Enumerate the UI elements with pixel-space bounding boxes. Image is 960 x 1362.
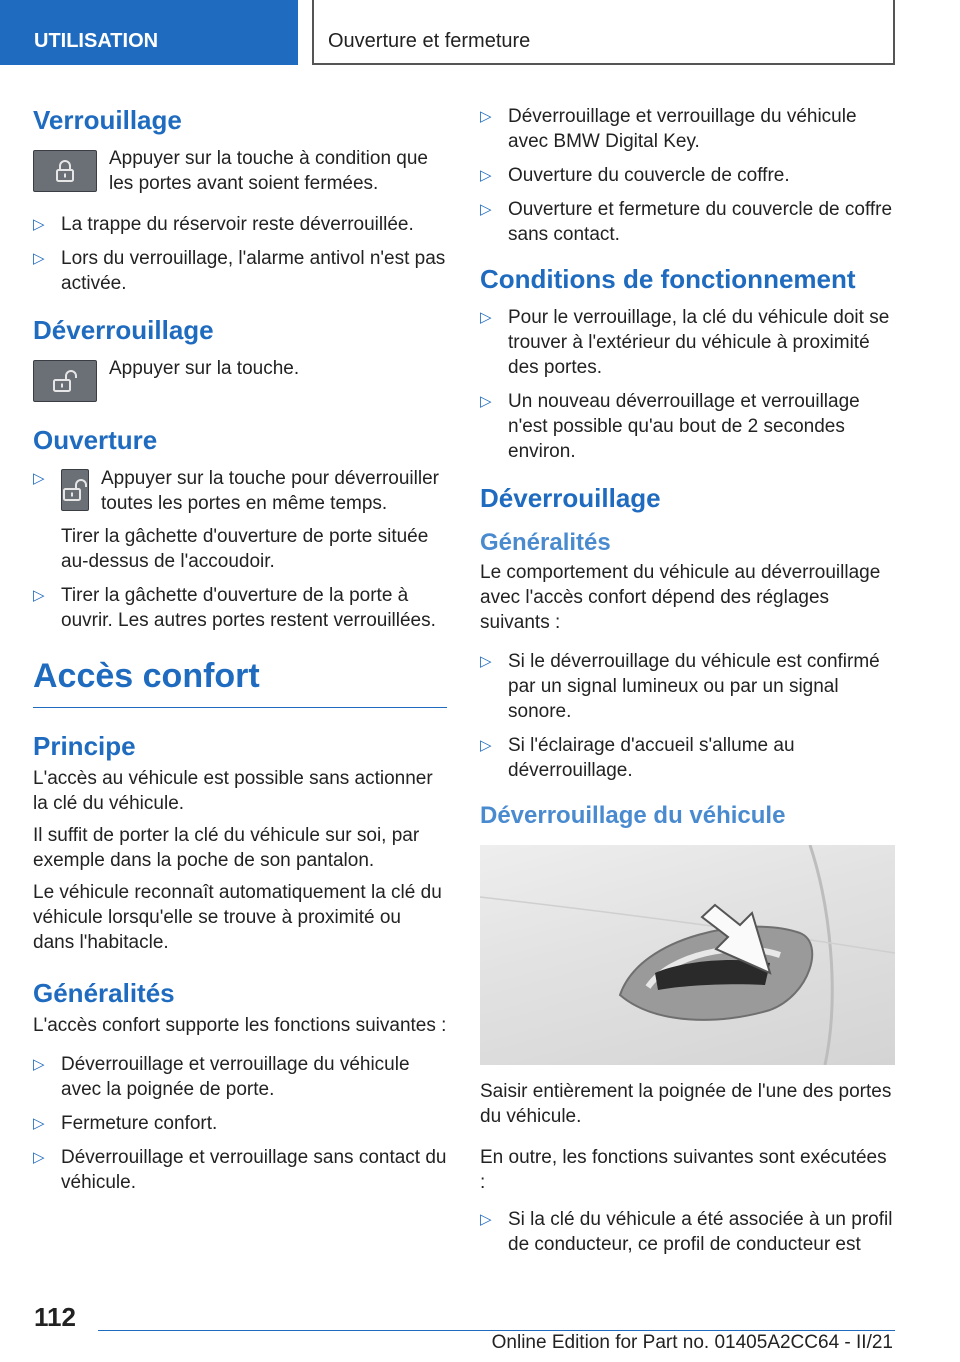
list-item: ▷ Déverrouillage et verrouillage sans contact du véhicule. [33, 1145, 447, 1195]
generalites-list [33, 1052, 447, 1195]
verrouillage-heading: Verrouillage [33, 105, 182, 135]
lock-button-icon [33, 150, 97, 192]
deverrouillage-heading: Déverrouillage [33, 315, 214, 345]
unlock-text: Appuyer sur la touche. [109, 358, 300, 379]
conditions-heading: Conditions de fonctionnement [480, 264, 856, 294]
acces-confort-heading: Accès confort [33, 655, 447, 708]
unlock-button-icon [33, 360, 97, 402]
list-item: ▷ Ouverture du couvercle de coffre. [480, 163, 895, 188]
list-item: ▷ Si l'éclairage d'accueil s'allume au déverrouillage. [480, 733, 895, 783]
functions-list [480, 104, 895, 247]
generalites-subheading: Généralités [480, 529, 611, 556]
conditions-list [480, 305, 895, 464]
list-item: ▷ Tirer la gâchette d'ouverture de la porte à ouvrir. Les autres portes restent verrouillées. [33, 583, 447, 633]
footer-rule [98, 1330, 895, 1331]
unlock-button-icon [61, 469, 89, 511]
header-chapter: Ouverture et fermeture [328, 30, 531, 52]
ouverture-list [33, 466, 447, 633]
list-item: ▷ Déverrouillage et verrouillage du véhicule avec BMW Digital Key. [480, 104, 895, 154]
ouverture-text-1: Appuyer sur la touche pour déverrouiller toutes les portes en même temps. [101, 468, 439, 514]
ouverture-heading: Ouverture [33, 425, 158, 455]
verrouillage-list [33, 212, 447, 296]
header-section: UTILISATION [34, 30, 159, 52]
unlock-row [33, 356, 447, 402]
list-item: ▷ Si la clé du véhicule a été associée à un profil de conducteur, ce profil de conducteur est [480, 1207, 895, 1257]
list-item: ▷ Un nouveau déverrouillage et verrouillage n'est possible qu'au bout de 2 secondes environ. [480, 389, 895, 464]
list-item: ▷ Fermeture confort. [33, 1111, 447, 1136]
header-section-tab [0, 0, 298, 65]
header-chapter-box [312, 0, 895, 65]
deverrouillage-heading: Déverrouillage [480, 483, 661, 513]
list-item: ▷ Si le déverrouillage du véhicule est confirmé par un signal lumineux ou par un signal sonore. [480, 649, 895, 724]
ouverture-text-2: Tirer la gâchette d'ouverture de porte située au-dessus de l'accoudoir. [61, 526, 429, 572]
page-number: 112 [34, 1302, 76, 1332]
footer-edition: Online Edition for Part no. 01405A2CC64 - II/21 [491, 1332, 893, 1353]
generalites-heading: Généralités [33, 978, 175, 1008]
dev-vehicule-list [480, 1207, 895, 1257]
lock-row [33, 146, 447, 196]
lock-text: Appuyer sur la touche à condition que les portes avant soient fermées. [109, 148, 428, 194]
principe-para: L'accès au véhicule est possible sans actionner la clé du véhicule. [33, 768, 433, 814]
list-item: ▷ Déverrouillage et verrouillage du véhicule avec la poignée de porte. [33, 1052, 447, 1102]
generalites-list [480, 649, 895, 783]
list-item: ▷ Ouverture et fermeture du couvercle de coffre sans contact. [480, 197, 895, 247]
list-item: ▷ Lors du verrouillage, l'alarme antivol n'est pas activée. [33, 246, 447, 296]
generalites-text: L'accès confort supporte les fonctions suivantes : [33, 1015, 447, 1036]
principe-para: Le véhicule reconnaît automatiquement la clé du véhicule lorsqu'elle se trouve à proximité ou dans l'habitacle. [33, 882, 442, 953]
deverrouillage-vehicule-heading: Déverrouillage du véhicule [480, 802, 786, 829]
left-column [33, 96, 447, 1204]
right-column [480, 104, 895, 1266]
photo-caption: Saisir entièrement la poignée de l'une des portes du véhicule. [480, 1081, 892, 1127]
door-handle-photo [480, 845, 895, 1065]
dev-vehicule-text: En outre, les fonctions suivantes sont exécutées : [480, 1147, 887, 1193]
list-item: ▷ Pour le verrouillage, la clé du véhicule doit se trouver à l'extérieur du véhicule à proximité des portes. [480, 305, 895, 380]
generalites-text: Le comportement du véhicule au déverrouillage avec l'accès confort dépend des réglages suivants : [480, 562, 881, 633]
list-item [33, 466, 447, 574]
list-item: ▷ La trappe du réservoir reste déverrouillée. [33, 212, 447, 237]
principe-heading: Principe [33, 731, 136, 761]
principe-para: Il suffit de porter la clé du véhicule sur soi, par exemple dans la poche de son pantalon. [33, 825, 420, 871]
